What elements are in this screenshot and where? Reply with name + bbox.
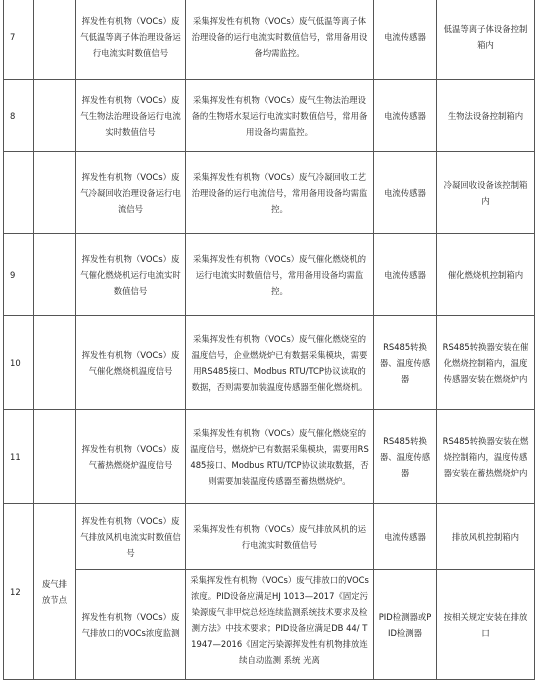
description-cell: 采集挥发性有机物（VOCs）废气生物法治理设备的生物塔水泵运行电流实时数值信号，常用备用设备均需监控。 [186,80,374,152]
table-row [4,152,535,234]
category-cell [34,0,76,80]
category-cell [34,152,76,234]
row-number: 11 [4,410,34,504]
signal-name-cell: 挥发性有机物（VOCs）废气冷凝回收治理设备运行电流信号 [76,152,186,234]
category-cell [34,316,76,410]
description-cell: 采集挥发性有机物（VOCs）废气催化燃烧机的运行电流实时数值信号，常用备用设备均需监控。 [186,234,374,316]
install-location-cell: 排放风机控制箱内 [437,504,535,570]
signal-name-cell: 挥发性有机物（VOCs）废气低温等离子体治理设备运行电流实时数值信号 [76,0,186,80]
description-cell: 采集挥发性有机物（VOCs）废气催化燃烧室的温度信号，企业燃烧炉已有数据采集模块，需要用RS485接口、Modbus RTU/TCP协议读取的数据，否则需要加装温度传感器至催化燃烧机。 [186,316,374,410]
install-location-cell: 按相关规定安装在排放口 [437,570,535,680]
table-row [4,0,535,80]
table-row [4,570,535,680]
row-number: 8 [4,80,34,152]
description-cell: 采集挥发性有机物（VOCs）废气排放口的VOCs浓度。PID设备应满足HJ 1013—2017《固定污染源废气非甲烷总烃连续监测系统技术要求及检测方法》中技术要求；PID设备应满足DB 44/ T 1947—2016《固定污染源挥发性有机物排放连续自动监测 系统 光离 [186,570,374,680]
table-row [4,234,535,316]
signal-name-cell: 挥发性有机物（VOCs）废气蓄热燃烧炉温度信号 [76,410,186,504]
table-row [4,80,535,152]
sensor-cell: 电流传感器 [374,80,437,152]
sensor-cell: 电流传感器 [374,152,437,234]
description-cell: 采集挥发性有机物（VOCs）废气低温等离子体治理设备的运行电流实时数值信号，常用备用设备均需监控。 [186,0,374,80]
install-location-cell: RS485转换器安装在催化燃烧控制箱内，温度传感器安装在燃烧炉内 [437,316,535,410]
row-number: 7 [4,0,34,80]
sensor-cell: RS485转换器、温度传感器 [374,316,437,410]
install-location-cell: RS485转换器安装在燃烧控制箱内，温度传感器安装在蓄热燃烧炉内 [437,410,535,504]
description-cell: 采集挥发性有机物（VOCs）废气排放风机的运行电流实时数值信号 [186,504,374,570]
sensor-cell: 电流传感器 [374,234,437,316]
row-number [4,152,34,234]
signal-name-cell: 挥发性有机物（VOCs）废气催化燃烧机温度信号 [76,316,186,410]
row-number: 10 [4,316,34,410]
install-location-cell: 冷凝回收设备该控制箱内 [437,152,535,234]
sensor-cell: RS485转换器、温度传感器 [374,410,437,504]
signal-name-cell: 挥发性有机物（VOCs）废气排放风机电流实时数值信号 [76,504,186,570]
category-cell [34,234,76,316]
category-cell [34,410,76,504]
table-row [4,504,535,570]
monitoring-spec-table [3,0,535,680]
table-row [4,316,535,410]
sensor-cell: 电流传感器 [374,0,437,80]
install-location-cell: 催化燃烧机控制箱内 [437,234,535,316]
install-location-cell: 低温等离子体设备控制箱内 [437,0,535,80]
signal-name-cell: 挥发性有机物（VOCs）废气排放口的VOCs浓度监测 [76,570,186,680]
signal-name-cell: 挥发性有机物（VOCs）废气催化燃烧机运行电流实时数值信号 [76,234,186,316]
sensor-cell: PID检测器或PID检测器 [374,570,437,680]
install-location-cell: 生物法设备控制箱内 [437,80,535,152]
sensor-cell: 电流传感器 [374,504,437,570]
row-number: 9 [4,234,34,316]
description-cell: 采集挥发性有机物（VOCs）废气催化燃烧室的温度信号，燃烧炉已有数据采集模块，需要用RS485接口、Modbus RTU/TCP协议读取数据，否则需要加装温度传感器至蓄热燃烧炉。 [186,410,374,504]
category-cell: 废气排放节点 [34,504,76,680]
description-cell: 采集挥发性有机物（VOCs）废气冷凝回收工艺治理设备的运行电流信号，常用备用设备均需监控。 [186,152,374,234]
table-row [4,410,535,504]
row-number: 12 [4,504,34,680]
signal-name-cell: 挥发性有机物（VOCs）废气生物法治理设备运行电流实时数值信号 [76,80,186,152]
category-cell [34,80,76,152]
